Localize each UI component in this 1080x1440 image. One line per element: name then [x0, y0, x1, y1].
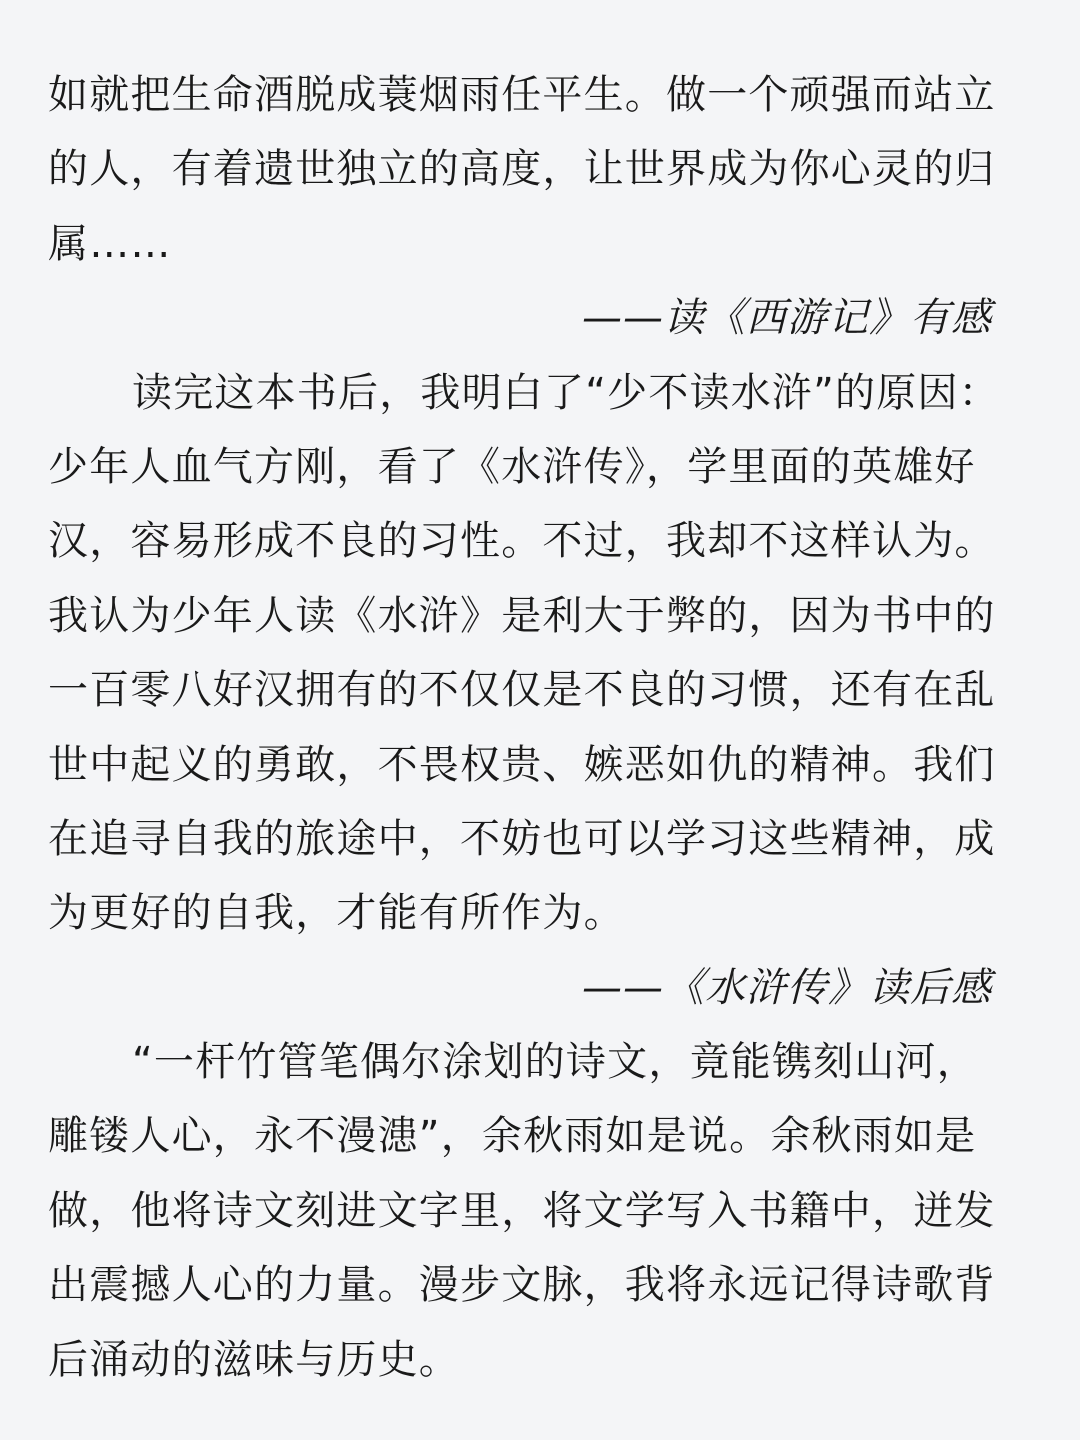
text-line: 汉，容易形成不良的习性。不过，我却不这样认为。 [48, 518, 996, 565]
text-line: 后涌动的滋味与历史。 [48, 1336, 460, 1383]
text-line: 做，他将诗文刻进文字里，将文学写入书籍中，迸发 [48, 1187, 996, 1234]
passage-water-margin [48, 356, 1032, 1026]
text-line: “一杆竹管笔偶尔涂划的诗文，竟能镌刻山河， [132, 1039, 978, 1086]
passage-signature: ——读《西游记》有感 [582, 295, 992, 342]
text-line: 读完这本书后，我明白了“少不读水浒”的原因： [132, 369, 1000, 416]
passage-journey-to-the-west [48, 58, 1032, 356]
text-line: 雕镂人心，永不漫漶”，余秋雨如是说。余秋雨如是 [48, 1113, 977, 1160]
text-line: 出震撼人心的力量。漫步文脉，我将永远记得诗歌背 [48, 1262, 996, 1309]
text-line: 少年人血气方刚，看了《水浒传》，学里面的英雄好 [48, 443, 976, 490]
passage-yu-qiuyu [48, 1025, 1032, 1397]
text-line: 在追寻自我的旅途中，不妨也可以学习这些精神，成 [48, 815, 996, 862]
text-line: 如就把生命酒脱成蓑烟雨任平生。做一个顽强而站立 [48, 72, 996, 118]
text-line: 世中起义的勇敢，不畏权贵、嫉恶如仇的精神。我们 [48, 741, 996, 788]
text-line: 我认为少年人读《水浒》是利大于弊的，因为书中的 [48, 592, 996, 639]
text-line: 一百零八好汉拥有的不仅仅是不良的习惯，还有在乱 [48, 667, 996, 714]
text-line: 的人，有着遗世独立的高度，让世界成为你心灵的归 [48, 146, 996, 193]
text-line: 为更好的自我，才能有所作为。 [48, 890, 625, 937]
passage-signature: ——《水浒传》读后感 [582, 964, 992, 1011]
text-line: 属…… [48, 220, 172, 267]
